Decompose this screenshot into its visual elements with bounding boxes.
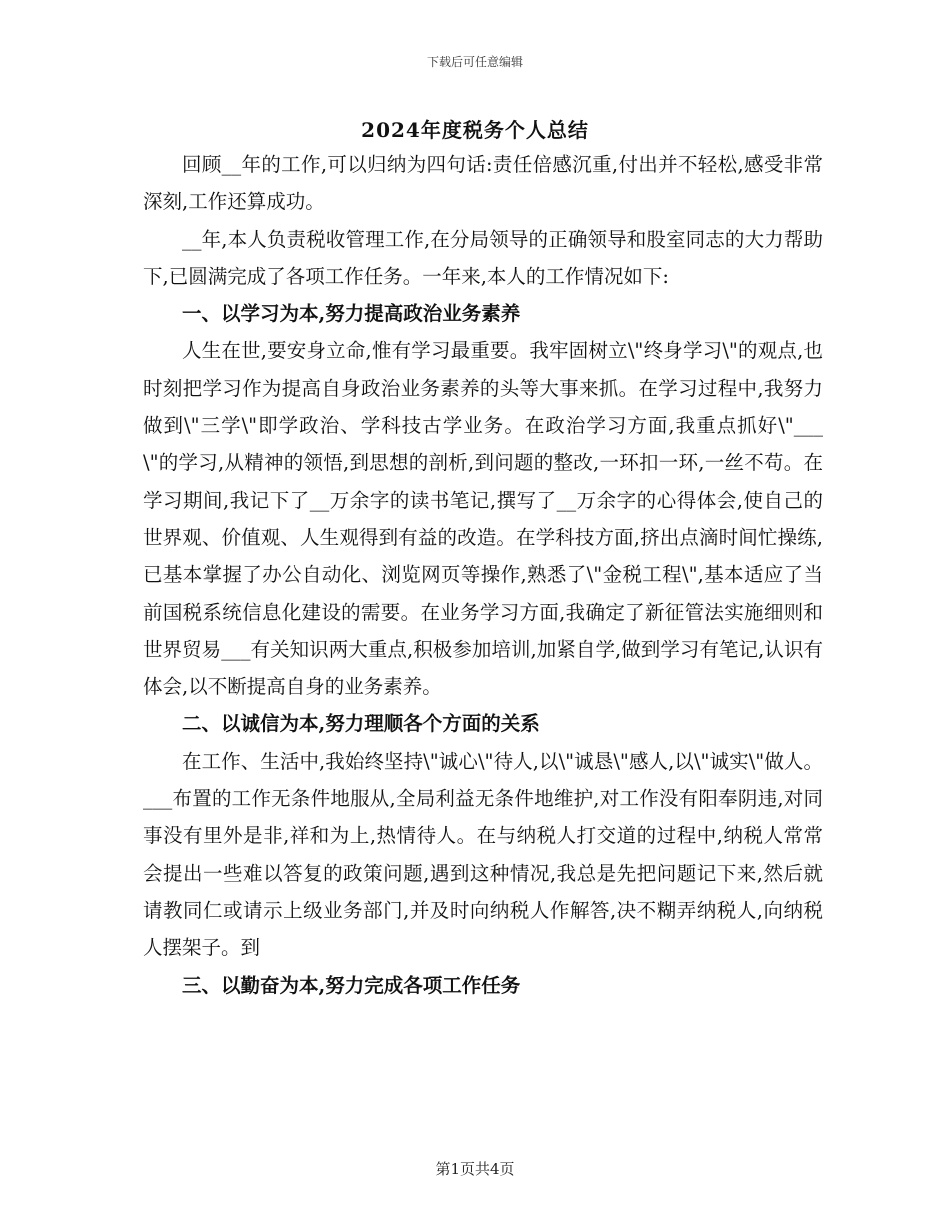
intro-paragraph-2: __年,本人负责税收管理工作,在分局领导的正确领导和股室同志的大力帮助下,已圆满完成了各项工作任务。一年来,本人的工作情况如下: xyxy=(143,227,823,288)
section-heading-1: 一、以学习为本,努力提高政治业务素养 xyxy=(182,302,521,326)
section-heading-2: 二、以诚信为本,努力理顺各个方面的关系 xyxy=(182,712,540,736)
section-1-paragraph-1: 人生在世,要安身立命,惟有学习最重要。我牢固树立\"终身学习\"的观点,也时刻把学习作为提高自身政治业务素养的头等大事来抓。在学习过程中,我努力做到\"三学\"即学政治、学科技古学业务。在政治学习方面,我重点抓好\"___\"的学习,从精神的领悟,到思想的剖析,到问题的整改,一环扣一环,一丝不苟。在学习期间,我记下了__万余字的读书笔记,撰写了__万余字的心得体会,使自己的世界观、价值观、人生观得到有益的改造。在学科技方面,挤出点滴时间忙操练,已基本掌握了办公自动化、浏览网页等操作,熟悉了\"金税工程\",基本适应了当前国税系统信息化建设的需要。在业务学习方面,我确定了新征管法实施细则和世界贸易___有关知识两大重点,积极参加培训,加紧自学,做到学习有笔记,认识有体会,以不断提高自身的业务素养。 xyxy=(143,339,823,699)
section-heading-3: 三、以勤奋为本,努力完成各项工作任务 xyxy=(182,973,521,997)
section-2-paragraph-1: 在工作、生活中,我始终坚持\"诚心\"待人,以\"诚恳\"感人,以\"诚实\"做人。___布置的工作无条件地服从,全局利益无条件地维护,对工作没有阳奉阴违,对同事没有里外是非,祥和为上,热情待人。在与纳税人打交道的过程中,纳税人常常会提出一些难以答复的政策问题,遇到这种情况,我总是先把问题记下来,然后就请教同仁或请示上级业务部门,并及时向纳税人作解答,决不糊弄纳税人,向纳税人摆架子。到 xyxy=(143,749,823,960)
intro-paragraph-1: 回顾__年的工作,可以归纳为四句话:责任倍感沉重,付出并不轻松,感受非常深刻,工作还算成功。 xyxy=(143,153,823,214)
document-body xyxy=(143,146,823,1004)
page-footer: 第1页共4页 xyxy=(435,1160,515,1178)
document-title: 2024年度税务个人总结 xyxy=(361,118,589,142)
header-note: 下载后可任意编辑 xyxy=(426,55,523,69)
